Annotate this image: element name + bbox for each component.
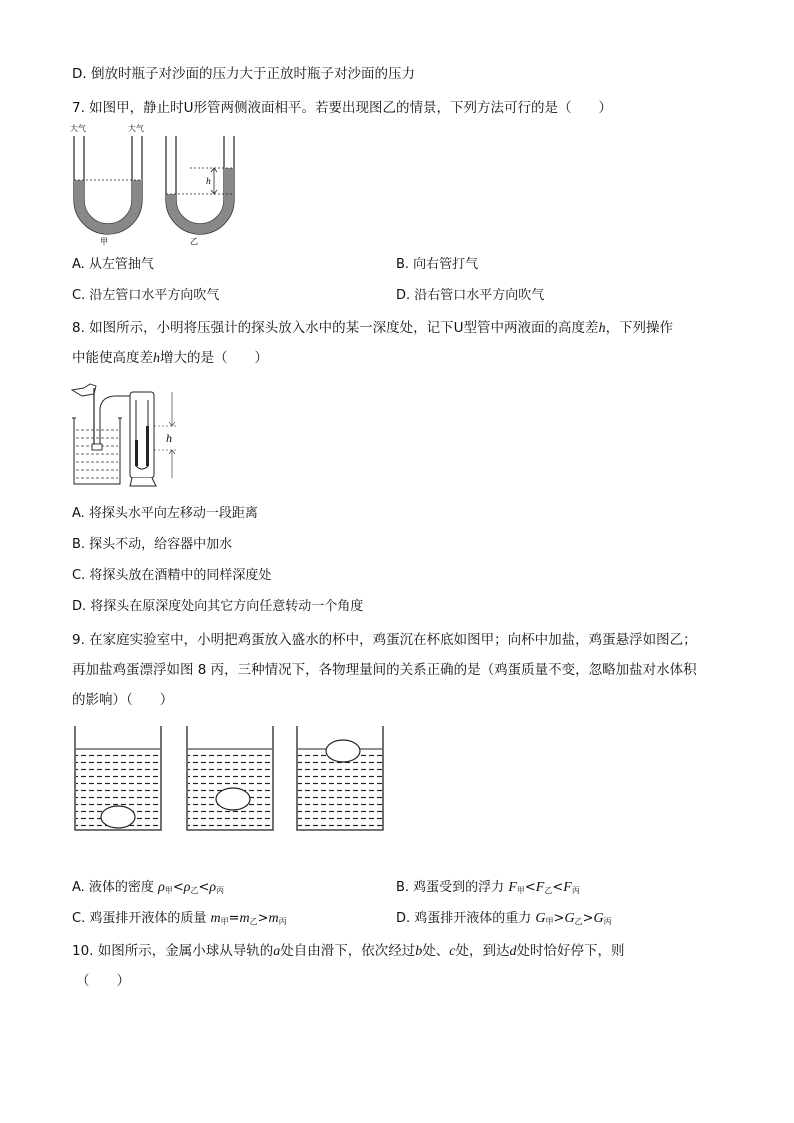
q9-option-c-sym-2: m xyxy=(239,911,250,926)
q9-option-d-sub-2: 乙 xyxy=(574,917,583,926)
q9-option-b-sym-1: F xyxy=(508,880,517,895)
q9-option-a-sym-2: ρ xyxy=(183,880,191,895)
q7-stem: 7. 如图甲，静止时U形管两侧液面相平。若要出现图乙的情景，下列方法可行的是（ ） xyxy=(72,100,613,116)
beaker-water xyxy=(76,430,118,478)
q7-caption-b: 乙 xyxy=(190,237,198,246)
manometer-liquid-right xyxy=(146,426,149,466)
q9-option-d-op-1: > xyxy=(553,911,565,926)
q9-option-b-op-2: < xyxy=(552,880,564,895)
q7-caption-a: 甲 xyxy=(100,237,108,246)
q7-option-c[interactable]: C. 沿左管口水平方向吹气 xyxy=(72,288,220,303)
manometer-board xyxy=(130,392,154,478)
q9-option-a-op-1: < xyxy=(172,880,184,895)
q9-option-d-sym-3: G xyxy=(593,911,604,926)
hand-icon xyxy=(72,384,96,396)
q10-mid-3: 处，到达 xyxy=(455,943,510,959)
q10-stem-pre: 10. 如图所示，金属小球从导轨的 xyxy=(72,943,274,959)
q9-option-d-sub-1: 甲 xyxy=(545,917,554,926)
q9-option-b-sub-3: 丙 xyxy=(571,886,580,895)
q9-option-b-sub-2: 乙 xyxy=(544,886,553,895)
q8-h-var: h xyxy=(598,321,606,336)
q9-option-b[interactable] xyxy=(396,878,580,901)
q7-option-b[interactable]: B. 向右管打气 xyxy=(396,257,479,272)
q9-figure xyxy=(72,724,392,834)
q9-option-a-sym-3: ρ xyxy=(209,880,217,895)
q9-option-b-text: B. 鸡蛋受到的浮力 xyxy=(396,880,505,895)
q9-option-d-sym-2: G xyxy=(564,911,575,926)
q10-mid-1: 处自由滑下，依次经过 xyxy=(280,943,416,959)
q9-stem-line2: 再加盐鸡蛋漂浮如图 8 丙，三种情况下，各物理量间的关系正确的是（鸡蛋质量不变，忽略加盐对水体积 xyxy=(72,662,697,678)
beaker xyxy=(72,418,122,484)
q9-option-b-sub-1: 甲 xyxy=(516,886,525,895)
q10-mid-2: 处、 xyxy=(422,943,450,959)
probe xyxy=(92,444,102,450)
q7-figure xyxy=(70,122,250,250)
q9-option-c-sub-3: 丙 xyxy=(278,917,287,926)
q7-h-label: h xyxy=(206,177,212,186)
q9-option-c-sym-3: m xyxy=(268,911,279,926)
q8-figure xyxy=(70,378,190,490)
q9-option-a[interactable] xyxy=(72,878,224,901)
q8-h-var-2: h xyxy=(153,351,160,366)
q10-var-d: d xyxy=(509,944,517,959)
q9-option-c[interactable] xyxy=(72,909,287,932)
q9-stem-line1: 9. 在家庭实验室中，小明把鸡蛋放入盛水的杯中，鸡蛋沉在杯底如图甲；向杯中加盐，鸡蛋悬浮如图乙； xyxy=(72,632,697,648)
q8-option-b[interactable]: B. 探头不动，给容器中加水 xyxy=(72,537,233,552)
q10-var-b: b xyxy=(415,944,423,959)
q6-option-d: D. 倒放时瓶子对沙面的压力大于正放时瓶子对沙面的压力 xyxy=(72,66,415,82)
q9-option-a-sub-2: 乙 xyxy=(190,886,199,895)
q8-option-a[interactable]: A. 将探头水平向左移动一段距离 xyxy=(72,506,258,521)
egg-a xyxy=(101,806,135,828)
q9-option-a-text: A. 液体的密度 xyxy=(72,880,154,895)
q8-option-c[interactable]: C. 将探头放在酒精中的同样深度处 xyxy=(72,568,272,583)
q9-option-c-sym-1: m xyxy=(210,911,221,926)
q8-stem-line2 xyxy=(72,348,268,369)
q9-option-a-sym-1: ρ xyxy=(158,880,165,895)
q9-option-b-sym-3: F xyxy=(563,880,572,895)
q9-stem-line3: 的影响）（ ） xyxy=(72,692,174,708)
q7-label-air-left: 大气 xyxy=(70,124,86,133)
q9-option-a-sub-1: 甲 xyxy=(164,886,173,895)
q9-option-b-sym-2: F xyxy=(535,880,545,895)
q8-stem-line1 xyxy=(72,318,673,339)
q9-option-a-op-2: < xyxy=(198,880,210,895)
egg-c xyxy=(326,740,360,762)
q9-option-c-op-1: = xyxy=(228,911,240,926)
egg-b xyxy=(216,788,250,810)
manometer-liquid-left xyxy=(135,440,138,466)
q9-option-d-text: D. 鸡蛋排开液体的重力 xyxy=(396,911,532,926)
q9-option-a-sub-3: 丙 xyxy=(216,886,225,895)
q8-figure-h-label: h xyxy=(166,434,173,445)
q10-answer-paren: （ ） xyxy=(76,973,130,989)
q10-stem xyxy=(72,941,624,962)
q10-var-a: a xyxy=(273,944,281,959)
q9-option-d-sym-1: G xyxy=(535,911,546,926)
q9-option-c-sub-2: 乙 xyxy=(249,917,258,926)
q10-stem-post: 处时恰好停下，则 xyxy=(516,943,625,959)
q9-option-c-sub-1: 甲 xyxy=(220,917,229,926)
q8-stem-line2-post: 增大的是（ ） xyxy=(160,350,268,366)
q9-option-c-op-2: > xyxy=(257,911,269,926)
q8-stem-line1-pre: 8. 如图所示，小明将压强计的探头放入水中的某一深度处，记下U型管中两液面的高度差 xyxy=(72,320,599,336)
q9-option-b-op-1: < xyxy=(524,880,536,895)
q8-stem-line2-pre: 中能使高度差 xyxy=(72,350,153,366)
q9-option-c-text: C. 鸡蛋排开液体的质量 xyxy=(72,911,207,926)
q7-option-d[interactable]: D. 沿右管口水平方向吹气 xyxy=(396,288,545,303)
q9-option-d[interactable] xyxy=(396,909,612,932)
q9-option-d-op-2: > xyxy=(582,911,594,926)
q9-option-d-sub-3: 丙 xyxy=(603,917,612,926)
q7-label-air-right: 大气 xyxy=(128,124,144,133)
q8-option-d[interactable]: D. 将探头在原深度处向其它方向任意转动一个角度 xyxy=(72,599,364,614)
q10-var-c: c xyxy=(449,944,456,959)
q7-option-a[interactable]: A. 从左管抽气 xyxy=(72,257,154,272)
q8-stem-line1-post: ，下列操作 xyxy=(605,320,674,336)
